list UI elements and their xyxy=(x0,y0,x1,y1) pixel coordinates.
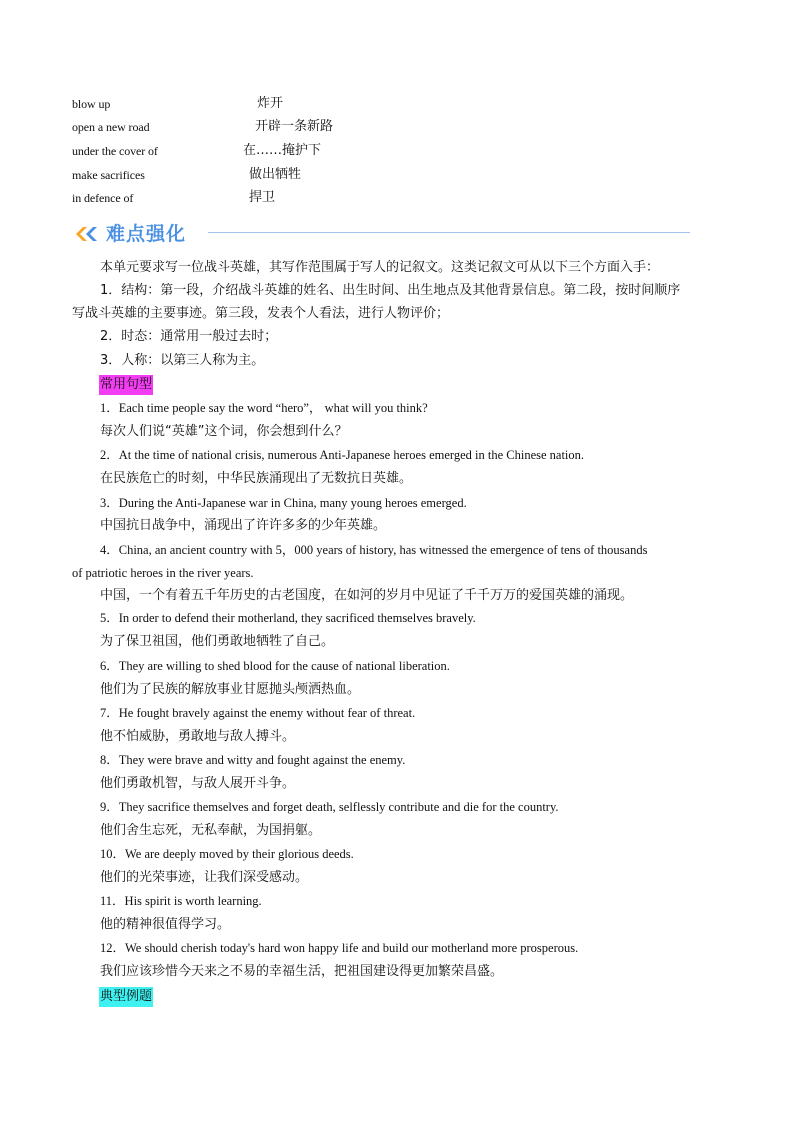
phrase-row xyxy=(72,117,492,137)
sentence-zh: 每次人们说“英雄”这个词，你会想到什么？ xyxy=(100,424,348,439)
sentence-en: 6．They are willing to shed blood for the cause of national liberation. xyxy=(100,659,450,673)
phrase-zh: 做出牺牲 xyxy=(249,167,302,182)
phrase-zh: 炸开 xyxy=(257,96,284,111)
sentence-zh: 他们的光荣事迹，让我们深受感动。 xyxy=(100,870,309,885)
sentence-zh: 中国抗日战争中，涌现出了许许多多的少年英雄。 xyxy=(100,518,387,533)
sentence-en: 9．They sacrifice themselves and forget death, selflessly contribute and die for the country. xyxy=(100,800,559,814)
sentence-zh: 他们勇敢机智，与敌人展开斗争。 xyxy=(100,776,296,791)
phrase-row xyxy=(72,94,492,114)
phrase-zh: 捍卫 xyxy=(249,190,276,205)
sentence-zh: 他们为了民族的解放事业甘愿抛头颅洒热血。 xyxy=(100,682,361,697)
sentence-zh: 我们应该珍惜今天来之不易的幸福生活，把祖国建设得更加繁荣昌盛。 xyxy=(100,964,504,979)
sentence-en: 8．They were brave and witty and fought against the enemy. xyxy=(100,753,406,767)
sentence-en-cont: of patriotic heroes in the river years. xyxy=(72,566,254,580)
sentence-en: 10．We are deeply moved by their glorious deeds. xyxy=(100,847,354,861)
sentence-zh: 他的精神很值得学习。 xyxy=(100,917,231,932)
phrase-en: under the cover of xyxy=(72,144,158,158)
sentence-en: 3．During the Anti-Japanese war in China, many young heroes emerged. xyxy=(100,496,467,510)
section-title: 难点强化 xyxy=(106,223,187,245)
sentences-label: 常用句型 xyxy=(99,375,153,395)
examples-label: 典型例题 xyxy=(99,987,153,1007)
sentence-zh: 他不怕威胁，勇敢地与敌人搏斗。 xyxy=(100,729,296,744)
phrase-row xyxy=(72,165,492,185)
phrase-en: blow up xyxy=(72,97,111,111)
point-person: 3．人称：以第三人称为主。 xyxy=(100,353,265,368)
sentence-en: 7．He fought bravely against the enemy without fear of threat. xyxy=(100,706,416,720)
sentence-zh: 在民族危亡的时刻，中华民族涌现出了无数抗日英雄。 xyxy=(100,471,413,486)
phrase-en: open a new road xyxy=(72,120,150,134)
point-tense: 2．时态：通常用一般过去时； xyxy=(100,329,278,344)
sentence-en: 1．Each time people say the word “hero”， what will you think? xyxy=(100,401,428,415)
sentence-en: 11．His spirit is worth learning. xyxy=(100,894,262,908)
sentence-zh: 他们舍生忘死，无私奉献，为国捐躯。 xyxy=(100,823,322,838)
phrase-en: in defence of xyxy=(72,191,134,205)
sentence-en: 2．At the time of national crisis, numerous Anti-Japanese heroes emerged in the Chinese nation. xyxy=(100,448,585,462)
phrase-en: make sacrifices xyxy=(72,168,145,182)
sentence-zh: 中国，一个有着五千年历史的古老国度，在如河的岁月中见证了千千万万的爱国英雄的涌现。 xyxy=(100,588,634,603)
phrase-row xyxy=(72,188,492,208)
point-structure-cont: 写战斗英雄的主要事迹。第三段，发表个人看法，进行人物评价； xyxy=(72,306,450,321)
section-intro: 本单元要求写一位战斗英雄，其写作范围属于写人的记叙文。这类记叙文可从以下三个方面入手： xyxy=(100,260,660,275)
sentence-en: 12．We should cherish today's hard won happy life and build our motherland more prosperous. xyxy=(100,941,579,955)
sentence-en: 5．In order to defend their motherland, they sacrificed themselves bravely. xyxy=(100,611,476,625)
point-structure: 1．结构：第一段，介绍战斗英雄的姓名、出生时间、出生地点及其他背景信息。第二段，按时间顺序 xyxy=(100,283,681,298)
phrase-zh: 开辟一条新路 xyxy=(255,119,334,134)
sentence-en: 4．China, an ancient country with 5，000 years of history, has witnessed the emergence of tens of thousands xyxy=(100,543,648,557)
sentence-zh: 为了保卫祖国，他们勇敢地牺牲了自己。 xyxy=(100,634,335,649)
section-divider xyxy=(208,232,690,233)
phrase-zh: 在……掩护下 xyxy=(243,143,322,158)
double-chevron-icon xyxy=(74,224,102,244)
phrase-row xyxy=(72,141,492,161)
section-header xyxy=(74,220,690,248)
